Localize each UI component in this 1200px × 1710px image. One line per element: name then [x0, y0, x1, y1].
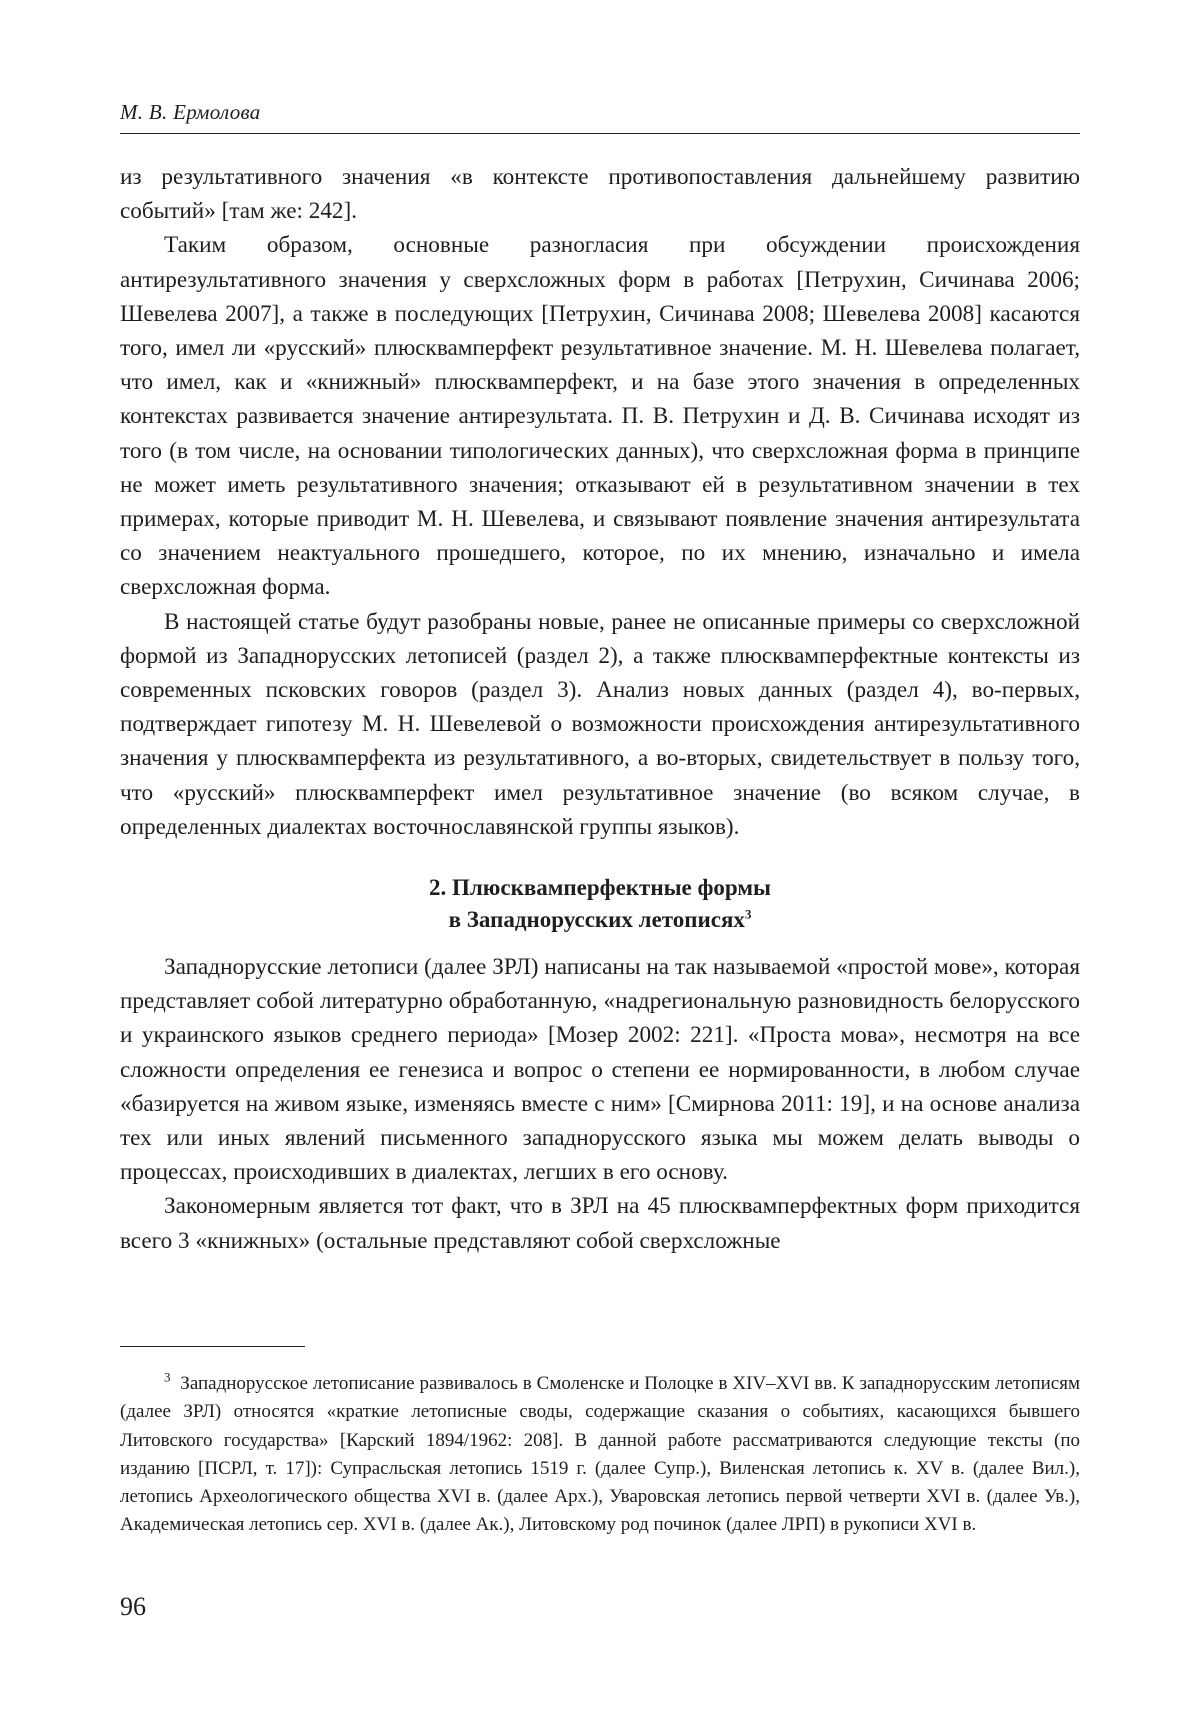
section-heading-line-2: [120, 904, 1080, 936]
footnote-paragraph: [120, 1370, 1080, 1540]
paragraph-2: Таким образом, основные разногласия при обсуждении происхождения антирезультативного значения у сверхсложных форм в работах [Петрухин, Сичинава 2006; Шевелева 2007], а также в последующих [Петрухин, Сичинава 2008; Шевелева 2008] касаются того, имел ли «русский» плюсквамперфект результативное значение. М. Н. Шевелева полагает, что имел, как и «книжный» плюсквамперфект, и на базе этого значения в определенных контекстах развивается значение антирезультата. П. В. Петрухин и Д. В. Сичинава исходят из того (в том числе, на основании типологических данных), что сверхсложная форма в принципе не может иметь результативного значения; отказывают ей в результативном значении в тех примерах, которые приводит М. Н. Шевелева, и связывают появление значения антирезультата со значением неактуального прошедшего, которое, по их мнению, изначально и имела сверхсложная форма.: [120, 232, 1080, 601]
header-rule: [120, 133, 1080, 134]
footnote-mark: 3: [164, 1369, 171, 1385]
paragraph-5: Закономерным является тот факт, что в ЗРЛ на 45 плюсквамперфектных форм приходится всего 3 «книжных» (остальные представляют собой сверхсложные: [120, 1193, 1080, 1254]
page-number: 96: [120, 1592, 146, 1621]
footnote: [120, 1370, 1080, 1540]
footnote-text: Западнорусское летописание развивалось в Смоленске и Полоцке в XIV–XVI вв. К западнорусским летописям (далее ЗРЛ) относятся «краткие летописные своды, содержащие сказания о событиях, касающихся бывшего Литовского государства» [Карский 1894/1962: 208]. В данной работе рассматриваются следующие тексты (по изданию [ПСРЛ, т. 17]): Супрасльская летопись 1519 г. (далее Супр.), Виленская летопись к. XV в. (далее Вил.), летопись Археологического общества XVI в. (далее Арх.), Уваровская летопись первой четверти XVI в. (далее Ув.), Академическая летопись сер. XVI в. (далее Ак.), Литовскому род починок (далее ЛРП) в рукописи XVI в.: [120, 1373, 1080, 1536]
page: [120, 0, 1080, 1710]
section-heading-line-2-text: в Западнорусских летописях: [448, 907, 745, 933]
body-text: [120, 160, 1080, 1258]
paragraph-4: Западнорусские летописи (далее ЗРЛ) написаны на так называемой «простой мове», которая представляет собой литературно обработанную, «надрегиональную разновидность белорусского и украинского языков среднего периода» [Мозер 2002: 221]. «Проста мова», несмотря на все сложности определения ее генезиса и вопрос о степени ее нормированности, в любом случае «базируется на живом языке, изменяясь вместе с ним» [Смирнова 2011: 19], и на основе анализа тех или иных явлений письменного западнорусского языка мы можем делать выводы о процессах, происходивших в диалектах, легших в его основу.: [120, 954, 1080, 1186]
footnote-reference: 3: [744, 906, 752, 922]
paragraph-1: из результативного значения «в контексте противопоставления дальнейшему развитию событий» [там же: 242].: [120, 164, 1080, 225]
paragraph-3: В настоящей статье будут разобраны новые, ранее не описанные примеры со сверхсложной формой из Западнорусских летописей (раздел 2), а также плюсквамперфектные контексты из современных псковских говоров (раздел 3). Анализ новых данных (раздел 4), во-первых, подтверждает гипотезу М. Н. Шевелевой о возможности происхождения антирезультативного значения у плюсквамперфекта из результативного, а во-вторых, свидетельствует в пользу того, что «русский» плюсквамперфект имел результативное значение (во всяком случае, в определенных диалектах восточнославянской группы языков).: [120, 608, 1080, 840]
section-heading-line-1: 2. Плюсквамперфектные формы: [429, 875, 771, 901]
running-head-author: М. В. Ермолова: [120, 100, 261, 124]
footnote-rule: [120, 1346, 305, 1347]
section-heading: [120, 872, 1080, 936]
